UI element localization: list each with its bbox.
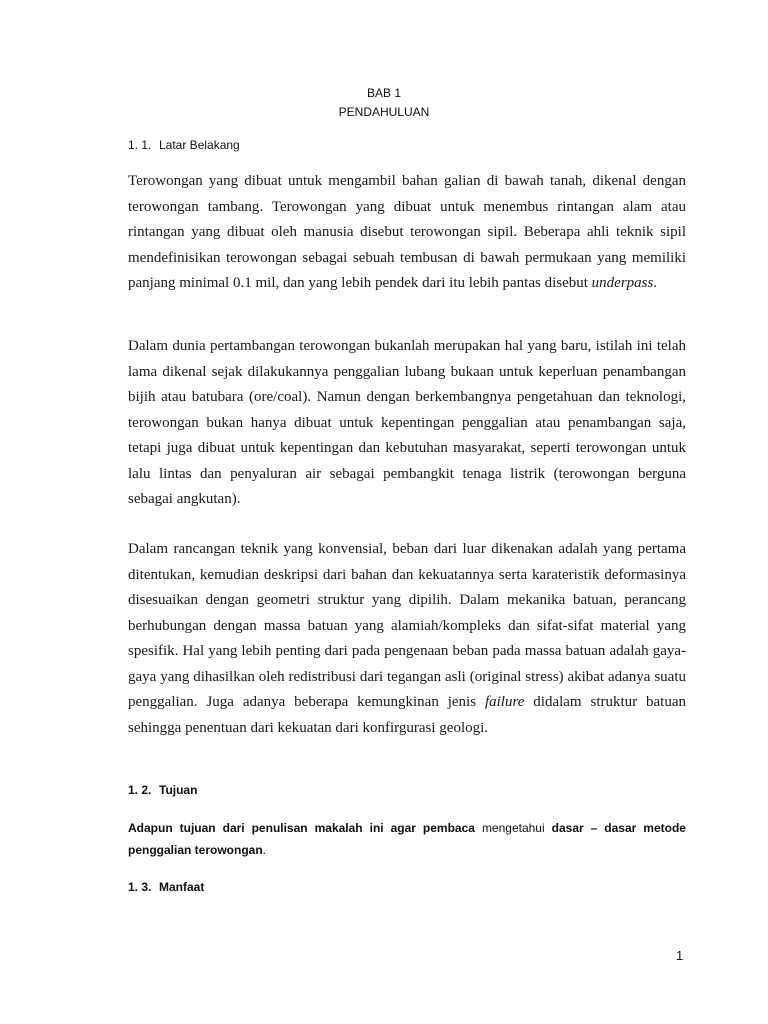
paragraph-2: Dalam dunia pertambangan terowongan bukanlah merupakan hal yang baru, istilah ini telah lama dikenal sejak dilakukannya penggalian lubang bukaan untuk keperluan penambangan bijih atau batubara (ore/coal). Namun dengan berkembangnya pengetahuan dan teknologi, terowongan bukan hanya dibuat untuk kepentingan penggalian atau penambangan saja, tetapi juga dibuat untuk kepentingan dan kebutuhan masyarakat, seperti terowongan untuk lalu lintas dan penyaluran air sebagai pembangkit tenaga listrik (terowongan berguna sebagai angkutan). bbox=[128, 338, 686, 507]
section-title: Tujuan bbox=[159, 783, 198, 797]
section-heading-manfaat bbox=[128, 880, 204, 894]
tujuan-text-end: . bbox=[262, 843, 267, 857]
paragraph-3 bbox=[128, 537, 686, 741]
paragraph-3-end: didalam struktur batuan sehingga penentuan dari kekuatan dari konfirgurasi geologi. bbox=[128, 694, 687, 736]
paragraph-3-text: Dalam rancangan teknik yang konvensial, beban dari luar dikenakan adalah yang pertama ditentukan, kemudian deskripsi dari bahan dan kekuatannya serta karateristik deformasinya disesuaikan dengan geometri struktur yang dipilih. Dalam mekanika batuan, perancang berhubungan dengan massa batuan yang alamiah/kompleks dan sifat-sifat material yang spesifik. Hal yang lebih penting dari pada pengenaan beban pada massa batuan adalah gaya-gaya yang dihasilkan oleh redistribusi dari tegangan asli (original stress) akibat adanya suatu penggalian. Juga adanya beberapa kemungkinan jenis bbox=[128, 541, 686, 710]
page-number: 1 bbox=[676, 948, 684, 963]
chapter-number: BAB 1 bbox=[366, 86, 402, 100]
section-title: Manfaat bbox=[159, 880, 205, 894]
chapter-title: PENDAHULUAN bbox=[338, 105, 430, 119]
paragraph-1 bbox=[128, 169, 686, 297]
section-number: 1. 2. bbox=[128, 783, 152, 797]
tujuan-paragraph bbox=[128, 817, 686, 861]
section-heading-tujuan bbox=[128, 783, 197, 797]
tujuan-text-bold: Adapun tujuan dari penulisan makalah ini agar pembaca bbox=[128, 821, 475, 835]
tujuan-text-bold-2: dasar – dasar metode penggalian terowongan bbox=[128, 821, 686, 857]
paragraph-1-italic-term: underpass bbox=[591, 275, 654, 291]
paragraph-1-text: Terowongan yang dibuat untuk mengambil bahan galian di bawah tanah, dikenal dengan terowongan tambang. Terowongan yang dibuat untuk menembus rintangan alam atau rintangan yang dibuat oleh manusia disebut terowongan sipil. Beberapa ahli teknik sipil mendefinisikan terowongan sebagai sebuah tembusan di bawah permukaan yang memiliki panjang minimal 0.1 mil, dan yang lebih pendek dari itu lebih pantas disebut bbox=[128, 173, 686, 291]
section-title: Latar Belakang bbox=[159, 138, 240, 152]
section-number: 1. 1. bbox=[128, 138, 152, 152]
paragraph-1-end: . bbox=[653, 275, 658, 291]
section-number: 1. 3. bbox=[128, 880, 152, 894]
paragraph-3-italic-term: failure bbox=[484, 694, 525, 710]
tujuan-text-normal: mengetahui bbox=[481, 821, 545, 835]
section-heading-latar-belakang bbox=[128, 138, 240, 152]
